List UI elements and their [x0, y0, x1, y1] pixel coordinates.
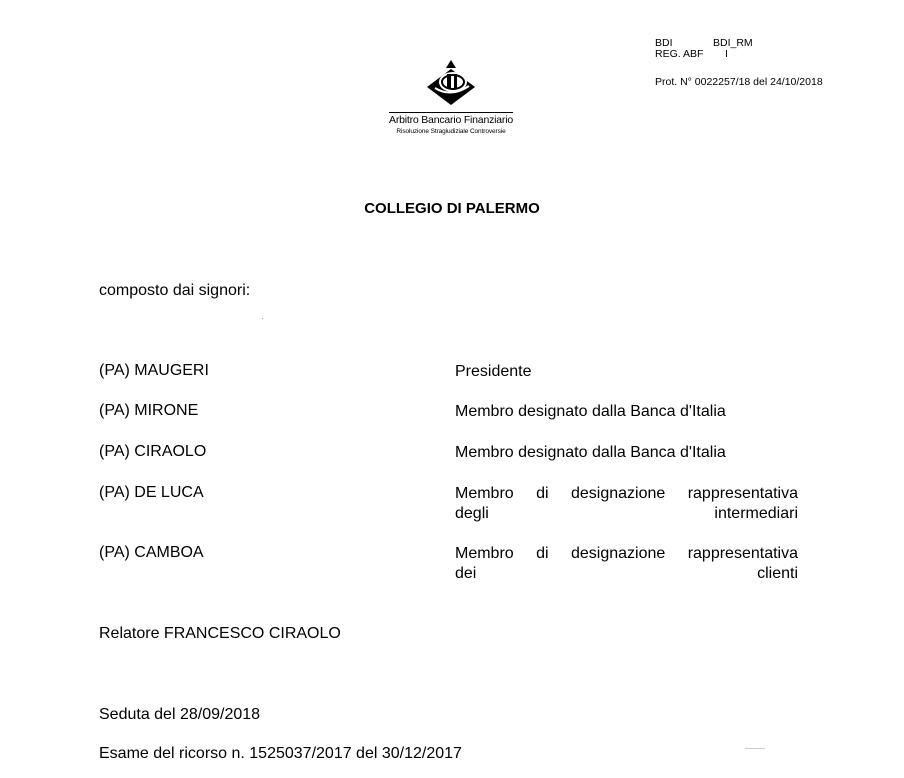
role-line: Membro designato dalla Banca d'Italia: [455, 444, 726, 461]
appeal-reference: Esame del ricorso n. 1525037/2017 del 30/12/2017: [99, 745, 462, 762]
member-role: [455, 484, 798, 524]
role-line: Membro di designazione rappresentativa: [455, 485, 798, 502]
role-line: Membro di designazione rappresentativa: [455, 545, 798, 562]
member-role: [455, 362, 798, 382]
protocol-number: Prot. N° 0022257/18 del 24/10/2018: [655, 76, 823, 88]
logo-name: Arbitro Bancario Finanziario: [389, 114, 513, 126]
meta-row: [655, 49, 753, 60]
role-line: degli intermediari: [455, 505, 798, 522]
member-role: [455, 544, 798, 584]
page-title: COLLEGIO DI PALERMO: [364, 200, 540, 217]
member-name: (PA) CAMBOA: [99, 544, 204, 561]
meta-value: I: [725, 48, 728, 60]
member-name: (PA) MIRONE: [99, 402, 199, 419]
role-line: Presidente: [455, 363, 532, 380]
rapporteur: Relatore FRANCESCO CIRAOLO: [99, 625, 341, 642]
logo-subtitle: Risoluzione Stragiudiziale Controversie: [396, 128, 506, 135]
abf-logo: [376, 60, 526, 135]
role-line: dei clienti: [455, 565, 798, 582]
abf-logo-icon: [423, 60, 479, 110]
member-role: [455, 402, 798, 422]
role-line: Membro designato dalla Banca d'Italia: [455, 403, 726, 420]
meta-key: REG. ABF: [655, 48, 704, 60]
registry-block: [655, 38, 753, 60]
scan-speck: [745, 748, 765, 749]
member-role: [455, 443, 798, 463]
member-name: (PA) MAUGERI: [99, 362, 209, 379]
scan-speck: [262, 318, 263, 319]
member-name: (PA) CIRAOLO: [99, 443, 207, 460]
member-name: (PA) DE LUCA: [99, 484, 204, 501]
composed-label: composto dai signori:: [99, 282, 251, 299]
meta-value: BDI_RM: [713, 37, 753, 49]
session-date: Seduta del 28/09/2018: [99, 706, 261, 723]
meta-key: BDI: [655, 37, 673, 49]
